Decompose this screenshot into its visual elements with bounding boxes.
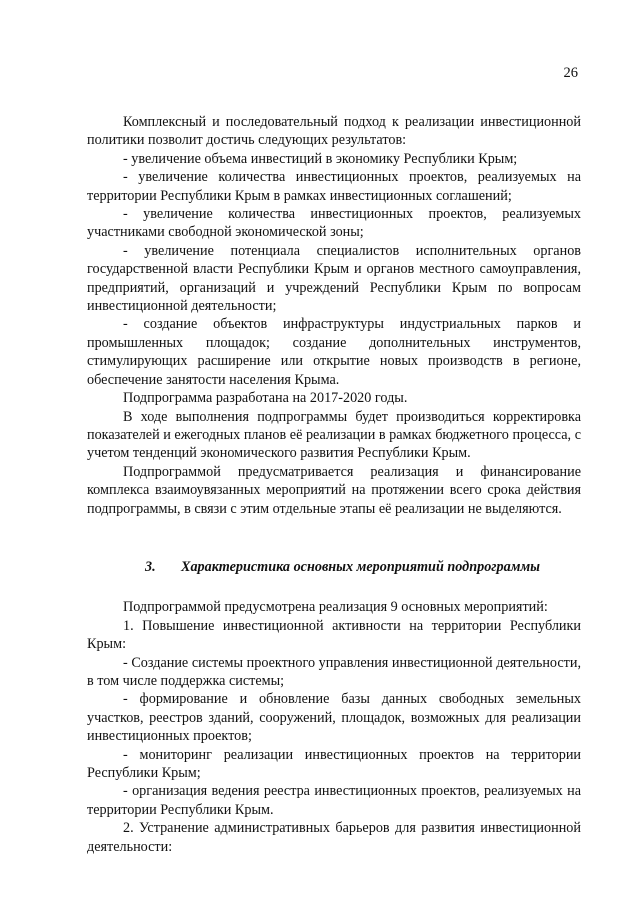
list-item: - увеличение объема инвестиций в экономику Республики Крым;	[123, 150, 518, 167]
list-item: - Создание системы проектного управления инвестиционной деятельности, в том числе поддержка системы;	[87, 654, 581, 689]
section-number: 3.	[145, 558, 156, 575]
section-heading	[87, 558, 581, 576]
paragraph-intro: Комплексный и последовательный подход к реализации инвестиционной политики позволит достичь следующих результатов:	[87, 114, 581, 149]
list-item: - создание объектов инфраструктуры индустриальных парков и промышленных площадок; создание дополнительных инструментов, стимулирующих расширение или открытие новых производств в регионе, обеспечение занятости населения Крыма.	[87, 316, 581, 388]
paragraph-financing: Подпрограммой предусматривается реализация и финансирование комплекса взаимоувязанных мероприятий на протяжении всего срока действия подпрограммы, в связи с этим отдельные этапы её реализации не выделяются.	[87, 463, 581, 517]
document-body	[87, 113, 581, 856]
list-item: 2. Устранение административных барьеров для развития инвестиционной деятельности:	[87, 820, 581, 855]
paragraph-period: Подпрограмма разработана на 2017-2020 годы.	[123, 390, 408, 407]
list-item: - мониторинг реализации инвестиционных проектов на территории Республики Крым;	[87, 746, 581, 781]
list-item: - формирование и обновление базы данных свободных земельных участков, реестров зданий, сооружений, площадок, возможных для реализации инвестиционных проектов;	[87, 691, 581, 745]
section-title: Характеристика основных мероприятий подпрограммы	[181, 558, 541, 575]
page-number: 26	[563, 65, 578, 81]
list-item: 1. Повышение инвестиционной активности на территории Республики Крым:	[87, 617, 581, 653]
list-item: - увеличение количества инвестиционных проектов, реализуемых на территории Республики Крым в рамках инвестиционных соглашений;	[87, 169, 581, 204]
list-item: - увеличение потенциала специалистов исполнительных органов государственной власти Республики Крым и органов местного самоуправления, предприятий, организаций и учреждений Республики Крым по вопросам инвестиционной деятельности;	[87, 242, 581, 315]
paragraph-measures-intro: Подпрограммой предусмотрена реализация 9 основных мероприятий:	[123, 599, 548, 616]
list-item: - организация ведения реестра инвестиционных проектов, реализуемых на территории Республики Крым.	[87, 783, 581, 818]
paragraph-adjustment: В ходе выполнения подпрограммы будет производиться корректировка показателей и ежегодных планов её реализации в рамках бюджетного процесса, с учетом тенденций экономического развития Республики Крым.	[87, 408, 581, 462]
list-item: - увеличение количества инвестиционных проектов, реализуемых участниками свободной экономической зоны;	[87, 206, 581, 241]
